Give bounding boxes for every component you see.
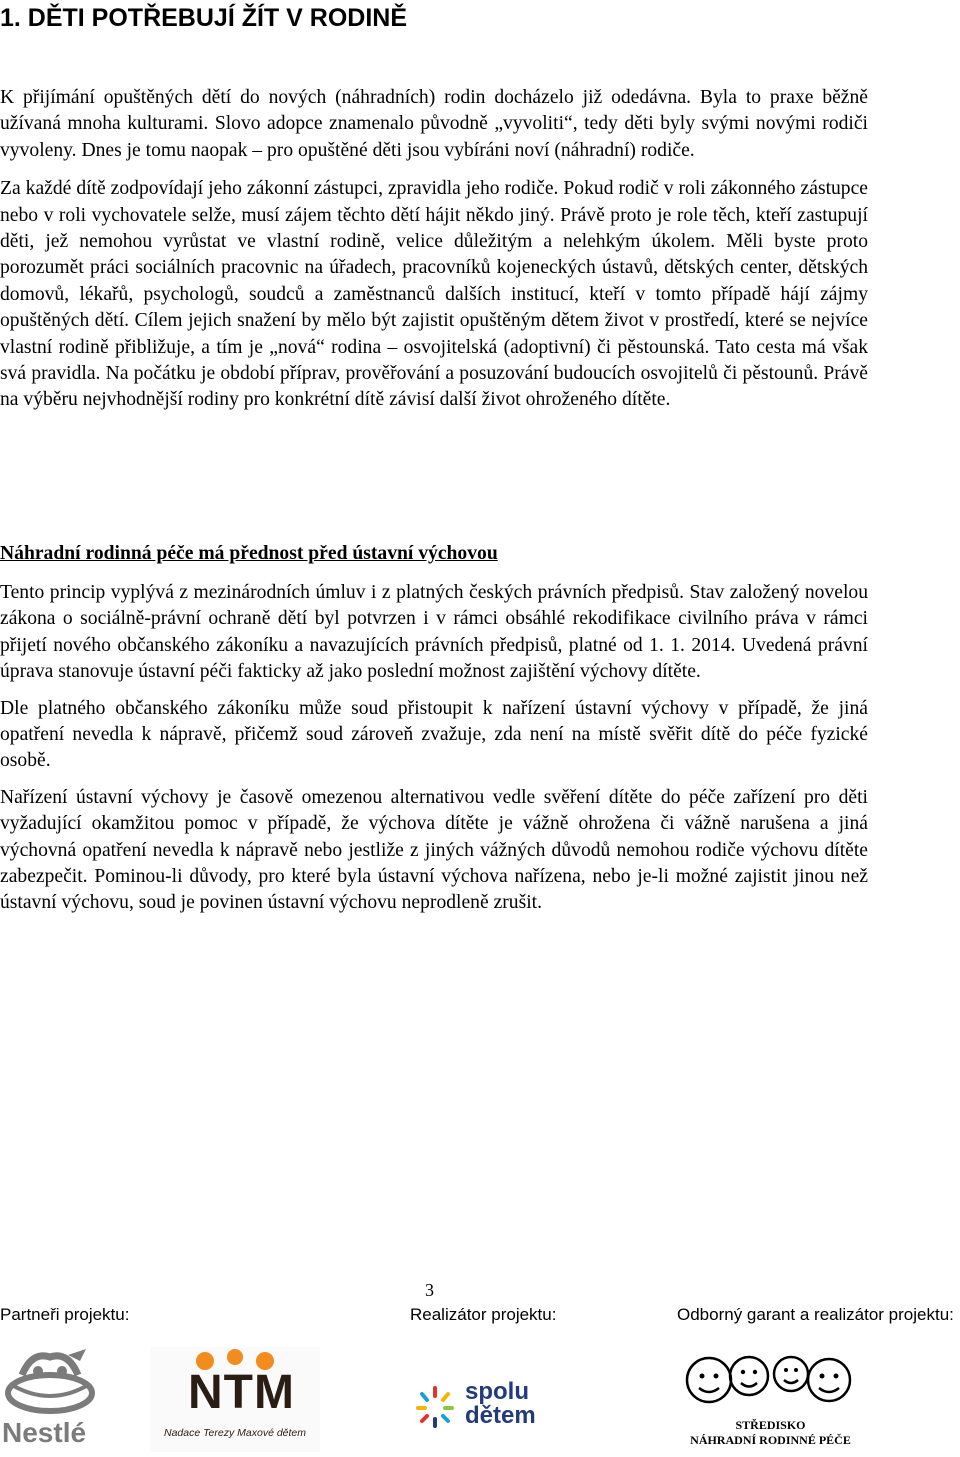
section-heading: Náhradní rodinná péče má přednost před ústavní výchovou: [0, 543, 498, 564]
nestle-wordmark: Nestlé: [2, 1417, 87, 1448]
nestle-nest-icon: [2, 1345, 98, 1415]
guarantor-label: Odborný garant a realizátor projektu:: [677, 1305, 954, 1324]
ntm-logo: [150, 1347, 320, 1452]
page-number: 3: [425, 1280, 434, 1300]
section-body: [0, 580, 868, 917]
ntm-subtitle: Nadace Terezy Maxové dětem: [164, 1427, 307, 1439]
spolu-detem-burst-icon: [415, 1385, 455, 1429]
detem-word: dětem: [465, 1402, 536, 1429]
spolu-word: spolu: [465, 1378, 529, 1405]
partners-label: Partneři projektu:: [0, 1305, 130, 1324]
stredisko-line-2: NÁHRADNÍ RODINNÉ PÉČE: [690, 1433, 851, 1447]
section-paragraph-1: Tento princip vyplývá z mezinárodních úmluv i z platných českých právních předpisů. Stav založený novelou zákona o sociálně-právní ochraně dětí byl potvrzen i v rámci obsáhlé rekodifikace civilního práva v rámci přijetí nového občanského zákoníku a navazujících právních předpisů, platné od 1. 1. 2014. Uvedená právní úprava stanovuje ústavní péči fakticky až jako poslední možnost zajištění výchovy dítěte.: [0, 582, 868, 683]
stredisko-line-1: STŘEDISKO: [735, 1418, 806, 1432]
ntm-wordmark: NTM: [188, 1366, 295, 1419]
intro-paragraph-1: K přijímání opuštěných dětí do nových (náhradních) rodin docházelo již odedávna. Byla to praxe běžně užívaná mnoha kulturami. Slovo adopce znamenalo původně „vyvoliti“, tedy děti byly svými novými rodiči vyvoleny. Dnes je tomu naopak – pro opuštěné děti jsou vybíráni noví (náhradní) rodiče.: [0, 87, 868, 161]
intro-paragraph-2: Za každé dítě zodpovídají jeho zákonní zástupci, zpravidla jeho rodiče. Pokud rodič v roli zákonného zástupce nebo v roli vychovatele selže, musí zájem těchto dětí hájit někdo jiný. Právě proto je role těch, kteří zastupují děti, jež nemohou vyrůstat ve vlastní rodině, velice důležitým a nelehkým úkolem. Měli byste proto porozumět práci sociálních pracovnic na úřadech, pracovníků kojeneckých ústavů, dětských center, dětských domovů, lékařů, psychologů, soudců a zaměstnanců dalších institucí, kteří v tomto případě hájí zájmy opuštěných dětí. Cílem jejich snažení by mělo být zajistit opuštěným dětem život v prostředí, které se nejvíce vlastní rodině přibližuje, a tím je „nová“ rodina – osvojitelská (adoptivní) či pěstounská. Tato cesta má však svá pravidla. Na počátku je období příprav, prověřování a posuzování budoucích osvojitelů či pěstounů. Právě na výběru nejvhodnější rodiny pro konkrétní dítě závisí další život ohroženého dítěte.: [0, 178, 868, 411]
stredisko-faces-icon: [683, 1350, 858, 1416]
intro-section: [0, 85, 868, 414]
stredisko-logo: [683, 1350, 858, 1450]
page-title: 1. DĚTI POTŘEBUJÍ ŽÍT V RODINĚ: [0, 4, 407, 32]
section-paragraph-2: Dle platného občanského zákoníku může soud přistoupit k nařízení ústavní výchovy v případě, že jiná opatření nevedla k nápravě, přičemž soud zároveň zvažuje, zda není na místě svěřit dítě do péče fyzické osobě.: [0, 697, 868, 772]
nestle-logo: [2, 1345, 98, 1448]
implementer-label: Realizátor projektu:: [410, 1305, 557, 1324]
section-paragraph-3: Nařízení ústavní výchovy je časově omezenou alternativou vedle svěření dítěte do péče zařízení pro děti vyžadující okamžitou pomoc v případě, že výchova dítěte je vážně ohrožena či vážně narušena a jiná výchovná opatření nevedla k nápravě nebo jestliže z jiných vážných důvodů nemohou rodiče výchovu dítěte zabezpečit. Pominou-li důvody, pro které byla ústavní výchova nařízena, nebo je-li možné zajistit jinou než ústavní výchovu, soud je povinen ústavní výchovu neprodleně zrušit.: [0, 786, 868, 914]
spolu-detem-logo: [415, 1378, 560, 1433]
